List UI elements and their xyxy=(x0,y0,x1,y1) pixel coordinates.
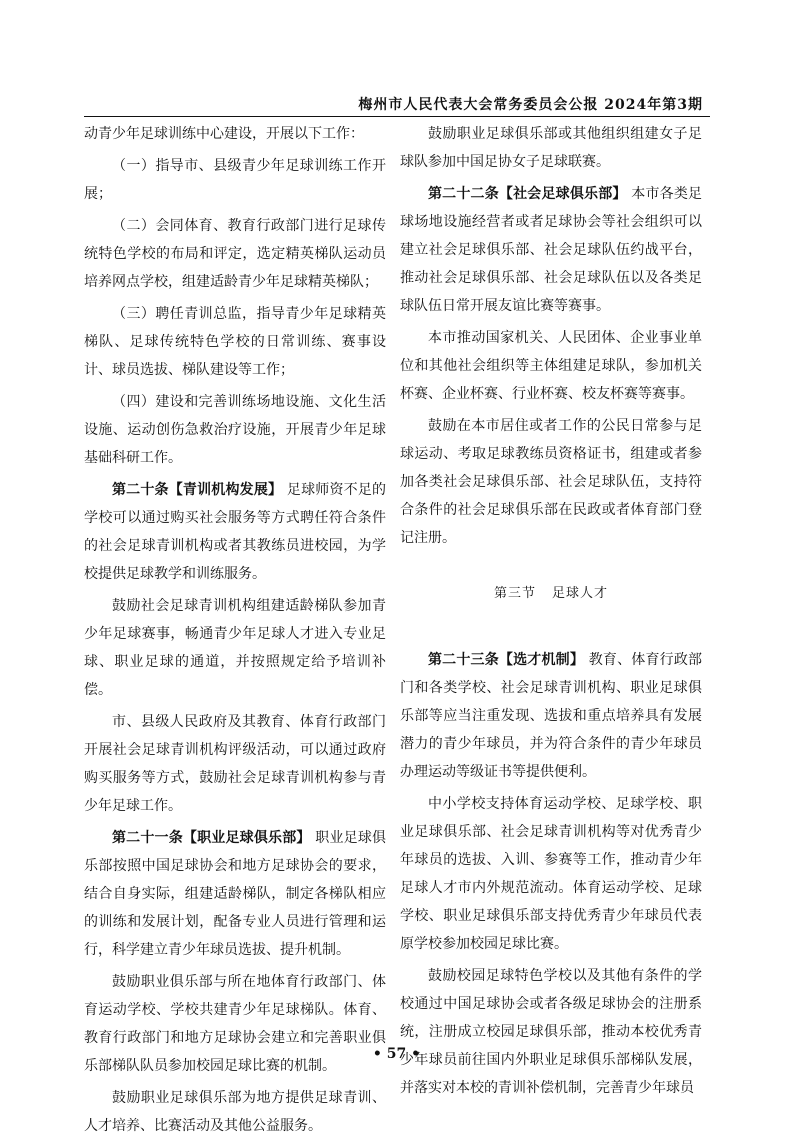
page-number: • 57 • xyxy=(372,1046,421,1062)
paragraph: 鼓励职业足球俱乐部或其他组织组建女子足球队参加中国足协女子足球联赛。 xyxy=(400,126,702,170)
article-title: 第二十三条【选才机制】 xyxy=(428,652,585,668)
paragraph: （四）建设和完善训练场地设施、文化生活设施、运动创伤急救治疗设施，开展青少年足球基础科研工作。 xyxy=(84,394,386,466)
paragraph: （三）聘任青训总监，指导青少年足球精英梯队、足球传统特色学校的日常训练、赛事设计、球员选拔、梯队建设等工作； xyxy=(84,306,386,378)
paragraph: 鼓励职业足球俱乐部为地方提供足球青训、人才培养、比赛活动及其他公益服务。 xyxy=(84,1090,386,1134)
paragraph: 鼓励社会足球青训机构组建适龄梯队参加青少年足球赛事，畅通青少年足球人才进入专业足球、职业足球的通道，并按照规定给予培训补偿。 xyxy=(84,598,386,698)
left-column xyxy=(84,120,386,1144)
article-22 xyxy=(400,180,702,320)
section-title: 足球人才 xyxy=(552,586,609,601)
paragraph: 动青少年足球训练中心建设，开展以下工作： xyxy=(84,126,364,142)
section-number: 第三节 xyxy=(493,586,536,601)
header-rule xyxy=(84,116,710,117)
article-title: 第二十条【青训机构发展】 xyxy=(112,482,283,498)
article-body: 教育、体育行政部门和各类学校、社会足球青训机构、职业足球俱乐部等应当注重发现、选拔和重点培养具有发展潜力的青少年球员，并为符合条件的青少年球员办理运动等级证书等提供便利。 xyxy=(400,652,703,780)
paragraph: （一）指导市、县级青少年足球训练工作开展； xyxy=(84,158,386,202)
paragraph: 鼓励职业俱乐部与所在地体育行政部门、体育运动学校、学校共建青少年足球梯队。体育、教育行政部门和地方足球协会建立和完善职业俱乐部梯队队员参加校园足球比赛的机制。 xyxy=(84,974,386,1074)
article-23 xyxy=(400,646,702,786)
article-20 xyxy=(84,476,386,588)
paragraph: 鼓励校园足球特色学校以及其他有条件的学校通过中国足球协会或者各级足球协会的注册系统，注册成立校园足球俱乐部，推动本校优秀青少年球员前往国内外职业足球俱乐部梯队发展，并落实对本校的青训补偿机制，完善青少年球员 xyxy=(400,968,702,1096)
section-heading xyxy=(400,580,702,608)
article-body: 足球师资不足的学校可以通过购买社会服务等方式聘任符合条件的社会足球青训机构或者其教练员进校园，为学校提供足球教学和训练服务。 xyxy=(84,482,387,582)
paragraph: 市、县级人民政府及其教育、体育行政部门开展社会足球青训机构评级活动，可以通过政府购买服务等方式，鼓励社会足球青训机构参与青少年足球工作。 xyxy=(84,714,386,814)
article-21 xyxy=(84,824,386,964)
paragraph: 鼓励在本市居住或者工作的公民日常参与足球运动、考取足球教练员资格证书，组建或者参加各类社会足球俱乐部、社会足球队伍，支持符合条件的社会足球俱乐部在民政或者体育部门登记注册。 xyxy=(400,418,702,546)
article-body: 职业足球俱乐部按照中国足球协会和地方足球协会的要求，结合自身实际，组建适龄梯队，制定各梯队相应的训练和发展计划，配备专业人员进行管理和运行，科学建立青少年球员选拔、提升机制。 xyxy=(84,830,387,958)
article-title: 第二十一条【职业足球俱乐部】 xyxy=(112,830,311,846)
article-body: 本市各类足球场地设施经营者或者足球协会等社会组织可以建立社会足球俱乐部、社会足球队伍约战平台，推动社会足球俱乐部、社会足球队伍以及各类足球队伍日常开展友谊比赛等赛事。 xyxy=(400,186,703,314)
right-column xyxy=(400,120,702,1106)
article-title: 第二十二条【社会足球俱乐部】 xyxy=(428,186,627,202)
bulletin-header: 梅州市人民代表大会常务委员会公报 2024年第3期 xyxy=(358,97,703,113)
paragraph: 本市推动国家机关、人民团体、企业事业单位和其他社会组织等主体组建足球队，参加机关杯赛、企业杯赛、行业杯赛、校友杯赛等赛事。 xyxy=(400,330,702,402)
paragraph: 中小学校支持体育运动学校、足球学校、职业足球俱乐部、社会足球青训机构等对优秀青少年球员的选拔、入训、参赛等工作，推动青少年足球人才市内外规范流动。体育运动学校、足球学校、职业足球俱乐部支持优秀青少年球员代表原学校参加校园足球比赛。 xyxy=(400,796,702,952)
paragraph: （二）会同体育、教育行政部门进行足球传统特色学校的布局和评定，选定精英梯队运动员培养网点学校，组建适龄青少年足球精英梯队； xyxy=(84,218,386,290)
